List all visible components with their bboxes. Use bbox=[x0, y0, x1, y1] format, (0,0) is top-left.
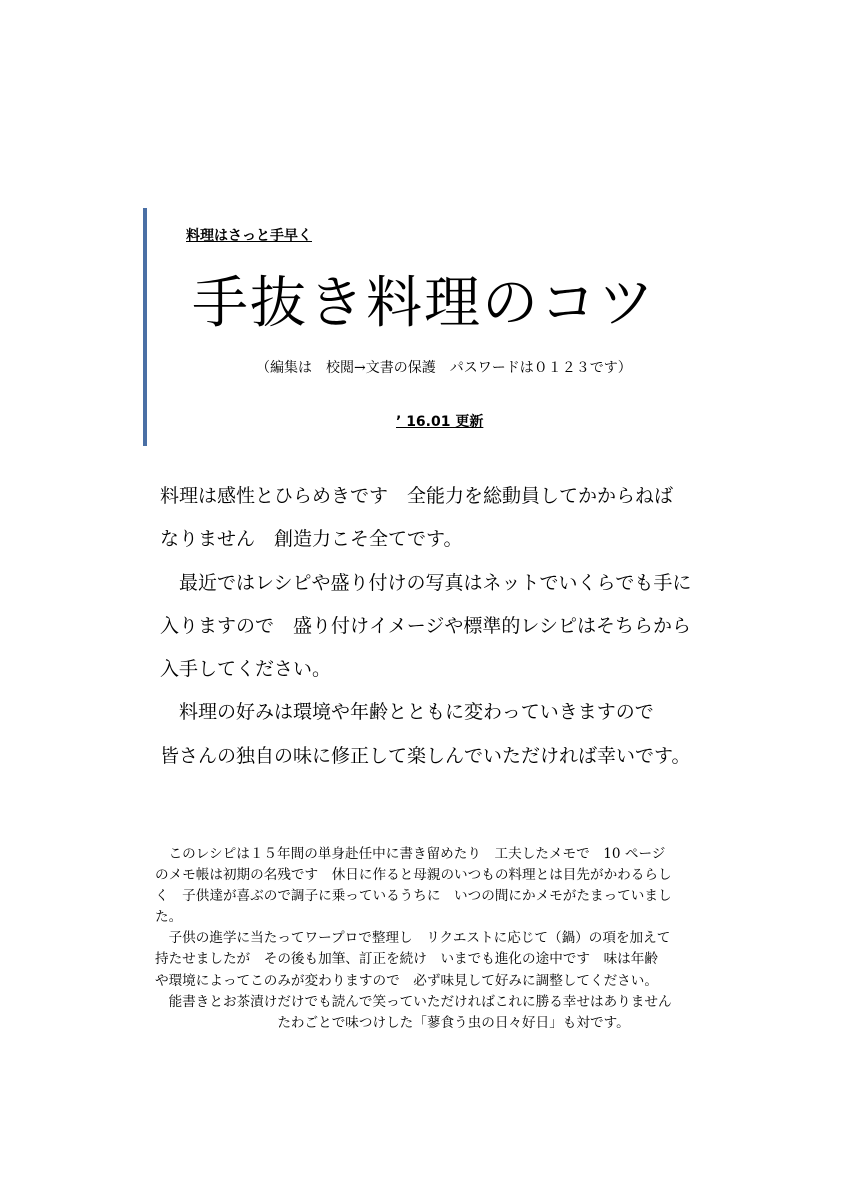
body-line: 入りますので 盛り付けイメージや標準的レシピはそちらから bbox=[160, 614, 691, 637]
footnote-line: このレシピは１５年間の単身赴任中に書き留めたり 工夫したメモで 10 ページ bbox=[155, 846, 666, 862]
edit-note: （編集は 校閲→文書の保護 パスワードは０１２３です） bbox=[256, 360, 632, 376]
body-line: 料理は感性とひらめきです 全能力を総動員してかからねば bbox=[160, 485, 674, 507]
footnote-line: 子供の進学に当たってワープロで整理し リクエストに応じて（鍋）の項を加えて bbox=[155, 930, 671, 947]
body-line: 入手してください。 bbox=[160, 658, 332, 681]
footnote-line: た。 bbox=[155, 909, 183, 926]
body-line: 料理の好みは環境や年齢とともに変わっていきますので bbox=[160, 701, 654, 724]
footnote-line: く 子供達が喜ぶので調子に乗っているうちに いつの間にかメモがたまっていまし bbox=[155, 888, 672, 905]
footnote-line: 能書きとお茶漬けだけでも読んで笑っていただければこれに勝る幸せはありません bbox=[155, 993, 672, 1010]
footnote-line: たわごとで味つけした「蓼食う虫の日々好日」も対です。 bbox=[155, 1014, 630, 1031]
footnote-line: 持たせましたが その後も加筆、訂正を続け いまでも進化の途中です 味は年齢 bbox=[155, 951, 658, 968]
footnote bbox=[155, 844, 735, 1034]
body-line: なりません 創造力こそ全てです。 bbox=[160, 528, 463, 551]
body-text bbox=[160, 478, 760, 781]
footnote-line: のメモ帳は初期の名残です 休日に作ると母親のいつもの料理とは目先がかわるらし bbox=[155, 867, 672, 884]
body-line: 皆さんの独自の味に修正して楽しんでいただければ幸いです。 bbox=[160, 744, 691, 767]
body-line: 最近ではレシピや盛り付けの写真はネットでいくらでも手に bbox=[160, 571, 692, 594]
footnote-line: や環境によってこのみが変わりますので 必ず味見して好みに調整してください。 bbox=[155, 972, 658, 989]
updated-date: ’ 16.01 更新 bbox=[396, 414, 484, 430]
page-title: 手抜き料理のコツ bbox=[192, 271, 656, 336]
subtitle: 料理はさっと手早く bbox=[186, 228, 312, 244]
